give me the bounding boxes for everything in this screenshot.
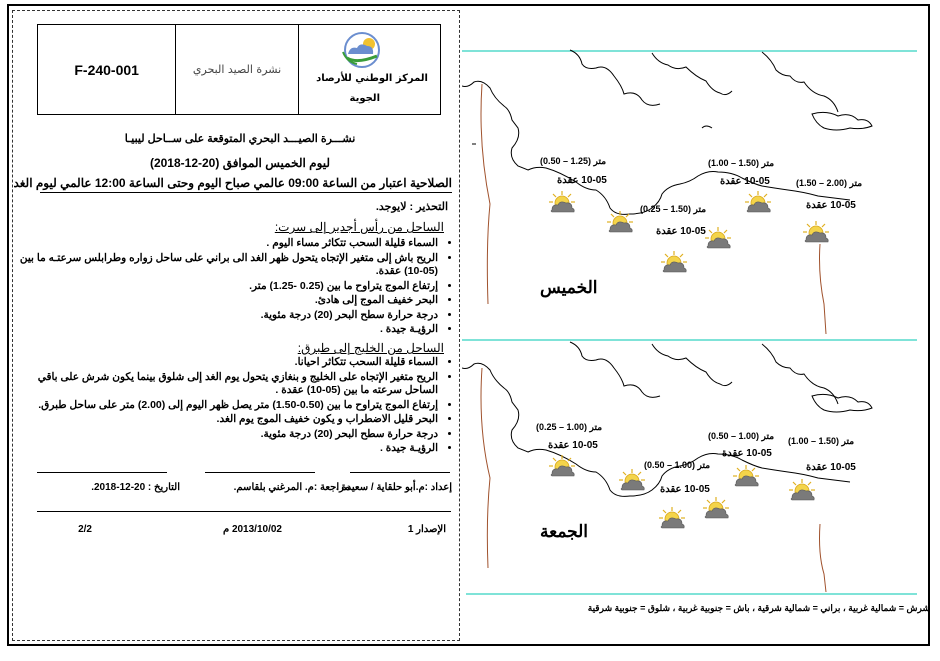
wave-height: (0.25 – 1.00) متر (536, 422, 603, 432)
wave-height: (0.50 – 1.00) متر (708, 431, 775, 441)
prepared-by: إعداد :م.أبو حلقاية / سعيدة . (335, 482, 452, 493)
section2-list (14, 356, 452, 457)
org-name-line2: الجوية (349, 93, 380, 104)
sun-cloud-icon (661, 251, 687, 272)
list-item: • درجة حرارة سطح البحر (20) درجة مئوية. (14, 309, 438, 323)
list-item: • السماء قليلة السحب تتكاثر احيانا. (14, 356, 438, 370)
section2-heading: الساحل من الخليج إلى طبرق: (297, 341, 444, 355)
wind-speed: 10-05 عقدة (806, 462, 856, 473)
sun-cloud-icon (549, 455, 575, 476)
form-code: F-240-001 (74, 61, 139, 78)
list-item: • البحر قليل الاضطراب و يكون خفيف الموج يوم الغد. (14, 413, 438, 427)
release-date: 2013/10/02 م (222, 524, 282, 535)
list-item: • الرؤيـة جيدة . (14, 442, 438, 456)
wave-height: (0.50 – 1.25) متر (540, 156, 607, 166)
sun-cloud-icon (733, 465, 759, 486)
page-number: 2/2 (78, 524, 92, 535)
wind-speed: 10-05 عقدة (557, 175, 607, 186)
wind-speed: 10-05 عقدة (720, 176, 770, 187)
signature-line (205, 472, 315, 473)
bulletin-title: نشـــرة الصيـــد البحري المتوقعة على ســاحل ليبيـا (124, 133, 356, 145)
list-item: • البحر خفيف الموج إلى هادئ. (14, 294, 438, 308)
list-item: • الريح باش إلى متغير الإتجاه يتحول ظهر الغد الى براني على ساحل زواره وطرابلس سرعتـه ما بين (05-10) عقدة. (14, 252, 438, 279)
map-day-thursday: الخميس (540, 278, 598, 297)
warning-line: التحذير : لايوجد. (375, 201, 448, 213)
wind-speed: 10-05 عقدة (722, 448, 772, 459)
section1-list (14, 237, 452, 338)
org-name-line1: المركز الوطني للأرصاد (316, 73, 428, 84)
sun-cloud-icon (789, 479, 815, 500)
sun-cloud-icon (607, 211, 633, 232)
list-item: • إرتفاع الموج يتراوح ما بين (0.25 -1.25) متر. (14, 280, 438, 294)
wave-height: (1.00 – 1.50) متر (708, 158, 775, 168)
bulletin-name: نشرة الصيد البحري (175, 25, 297, 114)
header-box (37, 24, 441, 115)
sun-cloud-icon (619, 469, 645, 490)
wave-height: (1.00 – 1.50) متر (788, 436, 855, 446)
map-day-friday: الجمعة (540, 522, 589, 541)
list-item: • إرتفاع الموج يتراوح ما بين (0.50-1.50) متر يصل ظهر اليوم إلى (2.00) متر على ساحل طبرق. (14, 399, 438, 413)
list-item: • السماء قليلة السحب تتكاثر مساء اليوم . (14, 237, 438, 251)
list-item: • درجة حرارة سطح البحر (20) درجة مئوية. (14, 428, 438, 442)
wind-speed: 10-05 عقدة (660, 484, 710, 495)
sun-cloud-icon (549, 191, 575, 212)
sun-cloud-icon (705, 227, 731, 248)
section1-heading: الساحل من رأس أجدير إلى سرت: (274, 220, 444, 234)
org-logo-cell (298, 25, 440, 114)
signature-line (350, 472, 450, 473)
sun-cloud-icon (703, 497, 729, 518)
wave-height: (0.50 – 1.00) متر (644, 460, 711, 470)
validity-line: الصلاحية اعتبار من الساعة 09:00 عالمي صباح اليوم وحتى الساعة 12:00 عالمي ليوم الغد (40, 176, 452, 193)
sun-cloud-icon (803, 221, 829, 242)
issue-date: التاريخ : 20-12-2018. (91, 482, 180, 493)
sun-cloud-icon (745, 191, 771, 212)
bulletin-day: ليوم الخميس الموافق (20-12-2018) (149, 156, 331, 170)
release-number: الإصدار 1 (407, 524, 446, 535)
list-item: • الريح متغير الإتجاه على الخليج و بنغازي يتحول يوم الغد إلى شلوق بينما يكون شرش على باقي الساحل سرعته ما بين (05-10) عقدة . (14, 371, 438, 398)
wind-speed: 10-05 عقدة (548, 440, 598, 451)
list-item: • الرؤيـة جيدة . (14, 323, 438, 337)
map-thursday (462, 50, 872, 334)
signature-line (37, 472, 167, 473)
footer-divider (37, 511, 451, 512)
wave-height: (0.25 – 1.50) متر (640, 204, 707, 214)
forecast-maps (462, 48, 922, 598)
wind-speed: 10-05 عقدة (656, 226, 706, 237)
reviewed-by: مراجعة :م. المرغني بلقاسم. (233, 482, 350, 493)
wind-speed: 10-05 عقدة (806, 200, 856, 211)
sun-cloud-icon (659, 507, 685, 528)
wave-height: (1.50 – 2.00) متر (796, 178, 863, 188)
wind-direction-legend: شرش = شمالية غربية ، براني = شمالية شرقية ، باش = جنوبية غربية ، شلوق = جنوبية شرقية (587, 603, 930, 613)
meteo-logo-icon (335, 30, 389, 70)
